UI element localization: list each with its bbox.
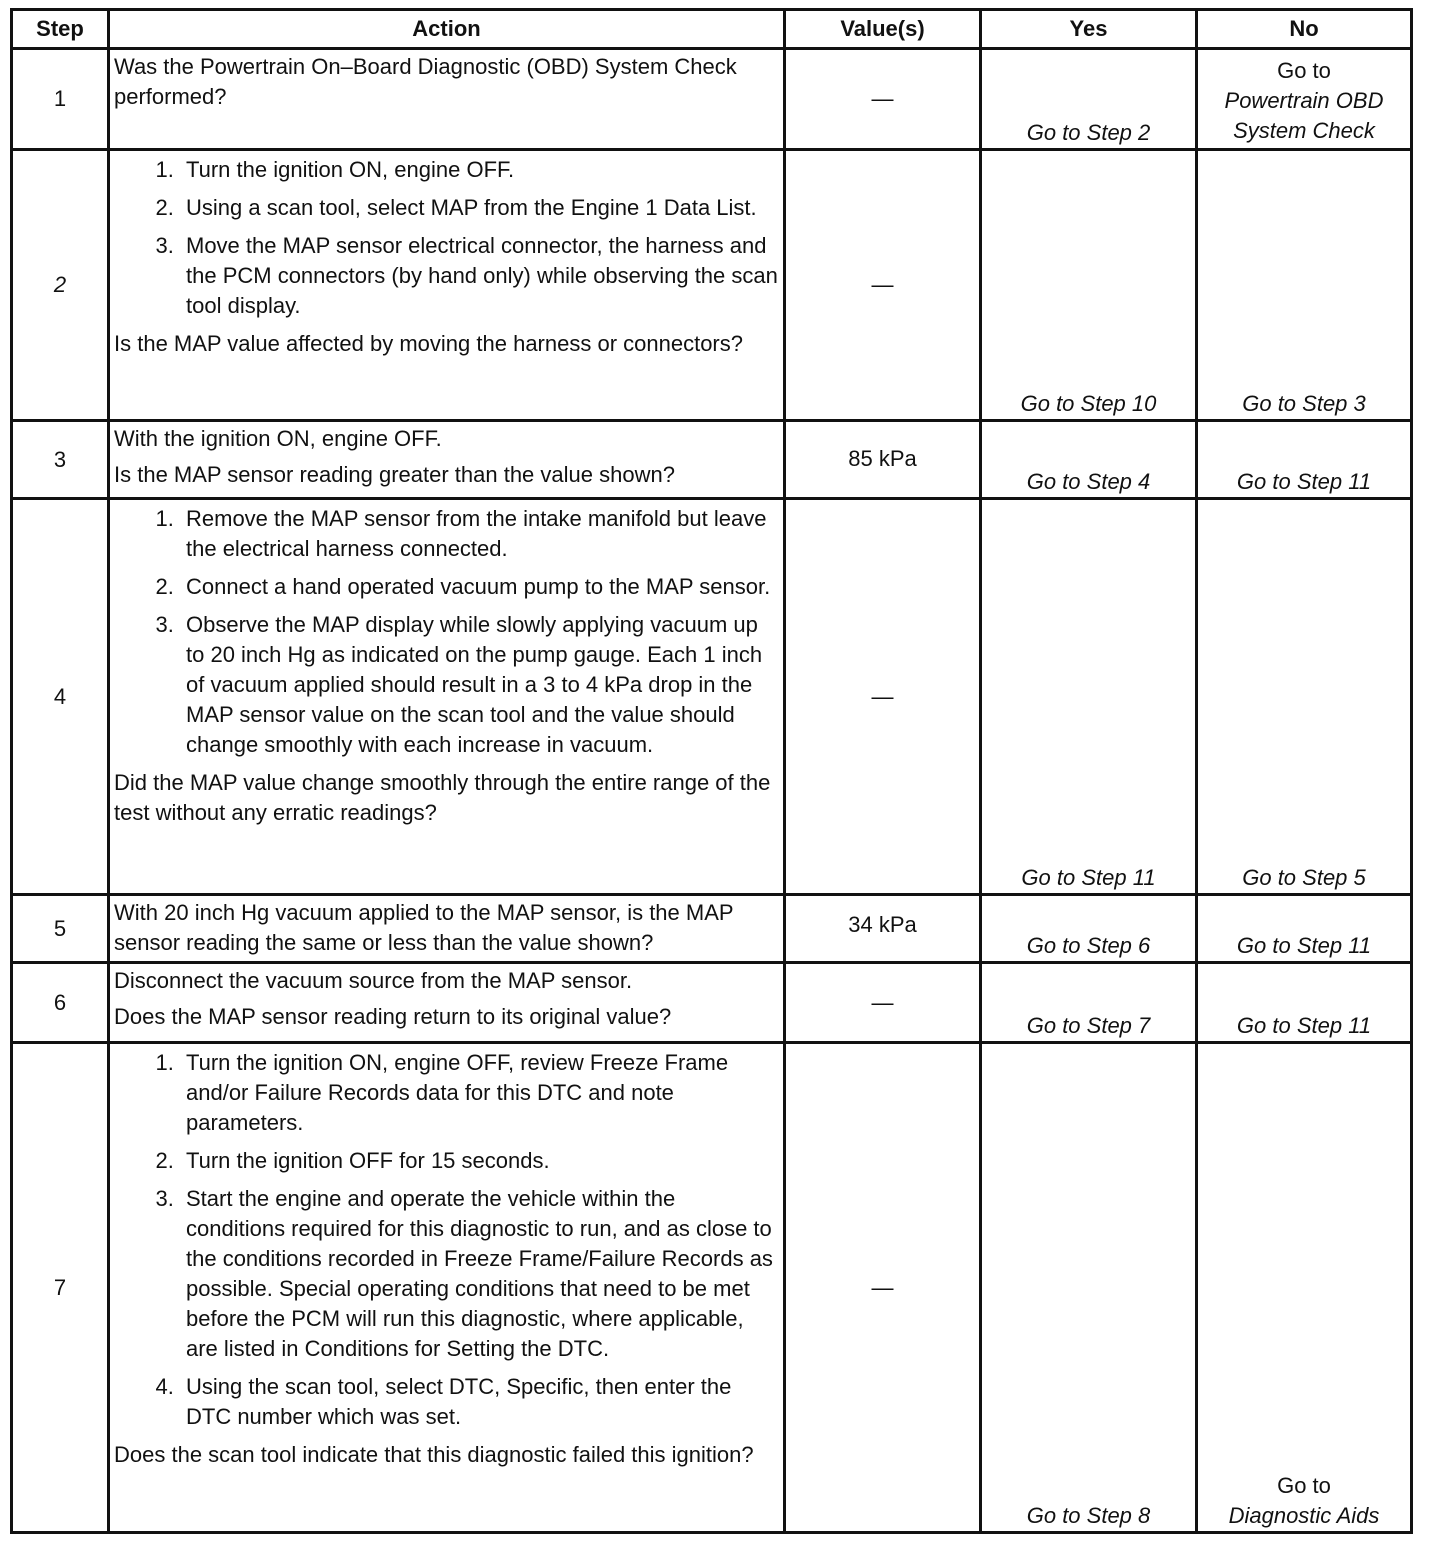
table-row (12, 1043, 1412, 1533)
header-action: Action (109, 10, 785, 49)
goto-link[interactable]: Powertrain OBD System Check (1224, 88, 1384, 143)
yes-cell[interactable]: Go to Step 11 (981, 499, 1197, 895)
no-cell[interactable] (1197, 49, 1412, 150)
goto-label: Go to (1277, 1473, 1331, 1498)
diagnostic-table (10, 8, 1413, 1534)
step-number: 1 (12, 49, 109, 150)
action-cell (109, 421, 785, 499)
action-question: Does the MAP sensor reading return to its original value? (114, 1004, 672, 1029)
no-cell[interactable]: Go to Step 11 (1197, 963, 1412, 1043)
table-row (12, 421, 1412, 499)
no-cell[interactable] (1197, 1043, 1412, 1533)
action-cell (109, 963, 785, 1043)
action-question: Did the MAP value change smoothly through the entire range of the test without any erratic readings? (114, 770, 771, 825)
yes-cell[interactable]: Go to Step 7 (981, 963, 1197, 1043)
value-cell: — (785, 150, 981, 421)
step-number: 5 (12, 895, 109, 963)
yes-cell[interactable]: Go to Step 4 (981, 421, 1197, 499)
action-cell (109, 499, 785, 895)
action-step: 1. Turn the ignition ON, engine OFF, review Freeze Frame and/or Failure Records data for this DTC and note parameters. (180, 1048, 779, 1138)
table-row (12, 150, 1412, 421)
action-step: 2. Turn the ignition OFF for 15 seconds. (180, 1146, 779, 1176)
value-cell: — (785, 963, 981, 1043)
action-cell (109, 1043, 785, 1533)
header-values: Value(s) (785, 10, 981, 49)
yes-cell[interactable]: Go to Step 6 (981, 895, 1197, 963)
action-step: 3. Observe the MAP display while slowly applying vacuum up to 20 inch Hg as indicated on the pump gauge. Each 1 inch of vacuum applied should result in a 3 to 4 kPa drop in the MAP sensor value on the scan tool and the value should change smoothly with each increase in vacuum. (180, 610, 779, 760)
action-intro: Disconnect the vacuum source from the MAP sensor. (114, 968, 633, 993)
no-cell[interactable]: Go to Step 11 (1197, 895, 1412, 963)
table-row (12, 499, 1412, 895)
header-step: Step (12, 10, 109, 49)
action-step: 1. Turn the ignition ON, engine OFF. (180, 155, 779, 185)
action-step: 3. Start the engine and operate the vehicle within the conditions required for this diagnostic to run, and as close to the conditions recorded in Freeze Frame/Failure Records as possible. Special operating conditions that need to be met before the PCM will run this diagnostic, where applicable, are listed in Conditions for Setting the DTC. (180, 1184, 779, 1364)
action-intro: With the ignition ON, engine OFF. (114, 426, 442, 451)
value-cell: — (785, 499, 981, 895)
yes-cell[interactable]: Go to Step 2 (981, 49, 1197, 150)
table-row (12, 49, 1412, 150)
action-steps-list (114, 504, 779, 760)
step-number: 2 (12, 150, 109, 421)
header-yes: Yes (981, 10, 1197, 49)
header-no: No (1197, 10, 1412, 49)
value-cell: — (785, 1043, 981, 1533)
action-question: With 20 inch Hg vacuum applied to the MAP sensor, is the MAP sensor reading the same or less than the value shown? (114, 900, 734, 955)
action-step: 2. Connect a hand operated vacuum pump to the MAP sensor. (180, 572, 779, 602)
goto-label: Go to (1277, 58, 1331, 83)
action-question: Does the scan tool indicate that this diagnostic failed this ignition? (114, 1442, 754, 1467)
action-question: Was the Powertrain On–Board Diagnostic (OBD) System Check performed? (114, 54, 737, 109)
yes-cell[interactable]: Go to Step 8 (981, 1043, 1197, 1533)
value-cell: 34 kPa (785, 895, 981, 963)
no-cell[interactable]: Go to Step 3 (1197, 150, 1412, 421)
action-question: Is the MAP value affected by moving the harness or connectors? (114, 331, 743, 356)
step-number: 4 (12, 499, 109, 895)
step-number: 3 (12, 421, 109, 499)
action-question: Is the MAP sensor reading greater than the value shown? (114, 462, 675, 487)
action-cell (109, 150, 785, 421)
action-step: 3. Move the MAP sensor electrical connector, the harness and the PCM connectors (by hand only) while observing the scan tool display. (180, 231, 779, 321)
no-cell[interactable]: Go to Step 11 (1197, 421, 1412, 499)
value-cell: 85 kPa (785, 421, 981, 499)
no-cell[interactable]: Go to Step 5 (1197, 499, 1412, 895)
header-row (12, 10, 1412, 49)
step-number: 6 (12, 963, 109, 1043)
action-step: 1. Remove the MAP sensor from the intake manifold but leave the electrical harness connected. (180, 504, 779, 564)
table-row (12, 895, 1412, 963)
action-cell (109, 895, 785, 963)
step-number: 7 (12, 1043, 109, 1533)
yes-cell[interactable]: Go to Step 10 (981, 150, 1197, 421)
action-steps-list (114, 1048, 779, 1432)
action-step: 4. Using the scan tool, select DTC, Specific, then enter the DTC number which was set. (180, 1372, 779, 1432)
action-cell (109, 49, 785, 150)
goto-link[interactable]: Diagnostic Aids (1228, 1503, 1380, 1528)
action-steps-list (114, 155, 779, 321)
value-cell: — (785, 49, 981, 150)
table-row (12, 963, 1412, 1043)
action-step: 2. Using a scan tool, select MAP from the Engine 1 Data List. (180, 193, 779, 223)
